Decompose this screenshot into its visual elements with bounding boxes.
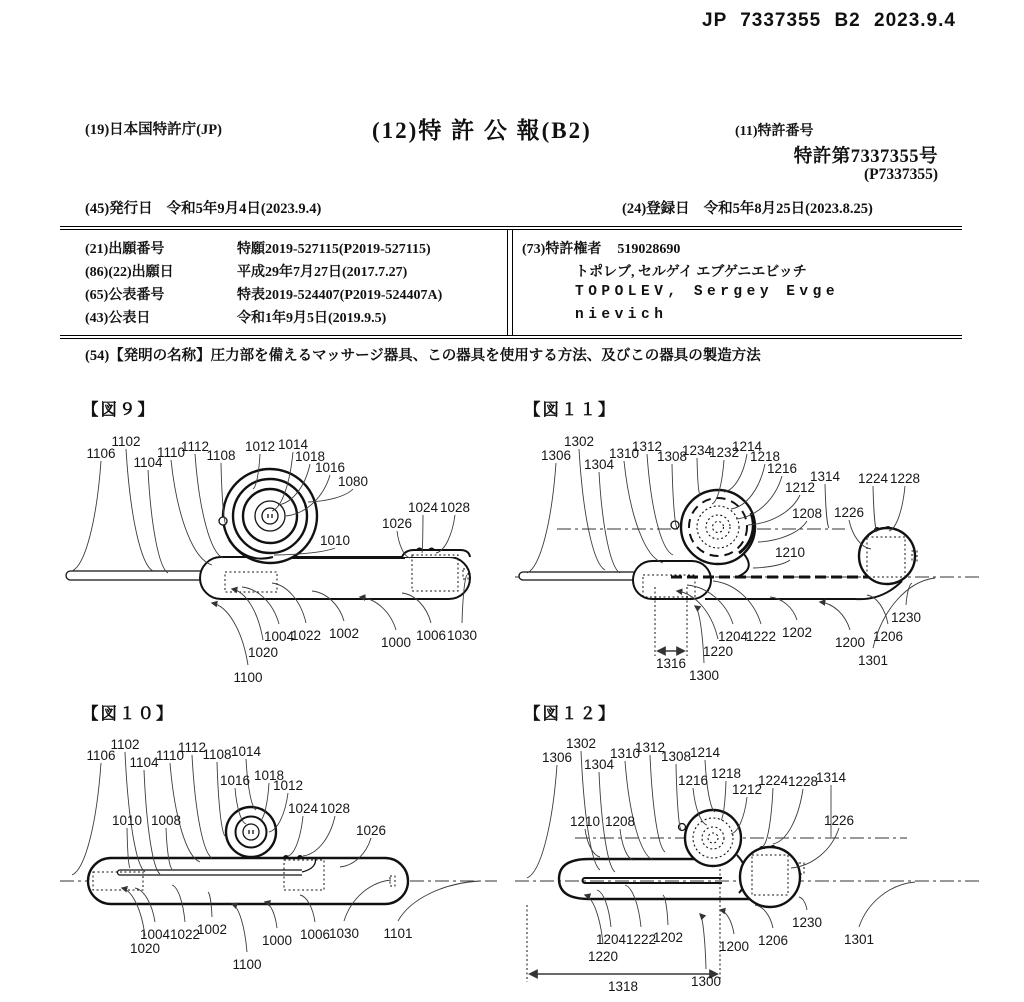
ref-label-1316: 1316 xyxy=(655,656,687,671)
fig9-device xyxy=(66,469,470,599)
leader-line xyxy=(620,829,633,860)
ref-label-1016: 1016 xyxy=(219,773,251,788)
publication-kind-title: (12)特 許 公 報(B2) xyxy=(372,118,592,143)
ref-label-1306: 1306 xyxy=(541,750,573,765)
application-number-row: (21)出願番号 特願2019-527115(P2019-527115) xyxy=(85,242,431,257)
ref-label-1030: 1030 xyxy=(328,926,360,941)
ref-label-1110: 1110 xyxy=(155,748,185,763)
ref-label-1010: 1010 xyxy=(319,533,351,548)
ref-label-1028: 1028 xyxy=(319,801,351,816)
ref-label-1010: 1010 xyxy=(111,813,143,828)
registration-date-label: (24)登録日 xyxy=(622,201,690,217)
ref-label-1206: 1206 xyxy=(757,933,789,948)
leader-line xyxy=(195,454,223,558)
leader-line xyxy=(360,597,396,630)
ref-label-1234: 1234 xyxy=(681,443,713,458)
ref-label-1026: 1026 xyxy=(355,823,387,838)
ref-label-1106: 1106 xyxy=(86,748,116,763)
ref-label-1004: 1004 xyxy=(139,927,171,942)
ref-label-1312: 1312 xyxy=(631,439,663,454)
leader-line xyxy=(906,583,912,605)
ref-label-1014: 1014 xyxy=(230,744,262,759)
ref-label-1220: 1220 xyxy=(702,644,734,659)
ref-label-1008: 1008 xyxy=(150,813,182,828)
leader-line xyxy=(288,816,303,856)
ref-label-1108: 1108 xyxy=(206,448,236,463)
ref-label-1218: 1218 xyxy=(749,449,781,464)
leader-line xyxy=(820,602,850,630)
ref-label-1112: 1112 xyxy=(177,740,207,755)
ref-label-1012: 1012 xyxy=(244,439,276,454)
bibliographic-table xyxy=(60,226,962,339)
ref-label-1216: 1216 xyxy=(766,461,798,476)
patent-number-label: (11)特許番号 xyxy=(735,124,814,139)
leader-line xyxy=(791,828,839,868)
issue-date xyxy=(85,197,321,218)
ref-label-1018: 1018 xyxy=(253,768,285,783)
ref-label-1214: 1214 xyxy=(689,745,721,760)
figure-9 xyxy=(60,425,500,695)
ref-label-1314: 1314 xyxy=(809,469,841,484)
ref-label-1026: 1026 xyxy=(381,516,413,531)
figure-11-title: 【図１１】 xyxy=(524,401,617,419)
leader-line xyxy=(889,486,905,531)
ref-label-1302: 1302 xyxy=(565,736,597,751)
leader-line xyxy=(212,603,248,665)
issue-date-value: 令和5年9月4日(2023.9.4) xyxy=(166,201,322,217)
ref-label-1210: 1210 xyxy=(774,545,806,560)
ref-label-1028: 1028 xyxy=(439,500,471,515)
ref-label-1202: 1202 xyxy=(781,625,813,640)
patentee-name-latin-2: nievich xyxy=(575,307,668,323)
patent-drawing-fig11 xyxy=(515,425,985,690)
ref-label-1310: 1310 xyxy=(609,746,641,761)
ref-label-1308: 1308 xyxy=(656,449,688,464)
ref-label-1102: 1102 xyxy=(110,737,140,752)
ref-label-1222: 1222 xyxy=(625,932,657,947)
leader-line xyxy=(650,755,665,852)
leader-line xyxy=(436,515,455,553)
ref-label-1312: 1312 xyxy=(634,740,666,755)
leader-line xyxy=(700,914,706,969)
ref-label-1308: 1308 xyxy=(660,749,692,764)
leader-line xyxy=(672,464,677,528)
ref-label-1202: 1202 xyxy=(652,930,684,945)
ref-label-1024: 1024 xyxy=(287,801,319,816)
ref-label-1212: 1212 xyxy=(784,480,816,495)
registration-date xyxy=(622,197,873,218)
ref-label-1226: 1226 xyxy=(833,505,865,520)
leader-line xyxy=(422,515,423,553)
issue-date-label: (45)発行日 xyxy=(85,201,153,217)
ref-label-1004: 1004 xyxy=(263,629,295,644)
ref-label-1218: 1218 xyxy=(710,766,742,781)
ref-label-1112: 1112 xyxy=(180,439,210,454)
leader-line xyxy=(720,910,734,934)
ref-label-1018: 1018 xyxy=(294,449,326,464)
patentee-name-kana: トポレブ, セルゲイ エブゲニエビッチ xyxy=(575,265,807,280)
leader-line xyxy=(758,521,807,542)
leader-line xyxy=(873,486,877,532)
patent-drawing-fig12 xyxy=(515,730,985,997)
leader-line xyxy=(825,484,829,528)
ref-label-1006: 1006 xyxy=(299,927,331,942)
ref-label-1220: 1220 xyxy=(587,949,619,964)
ref-label-1300: 1300 xyxy=(690,974,722,989)
leader-line xyxy=(527,463,556,573)
figure-12 xyxy=(515,730,985,1002)
ref-label-1224: 1224 xyxy=(757,773,789,788)
leader-line xyxy=(624,461,663,563)
figure-10 xyxy=(60,730,500,1002)
leader-line xyxy=(770,597,797,620)
patentee-row: (73)特許権者 519028690 xyxy=(522,242,681,257)
leader-line xyxy=(773,789,803,844)
ref-label-1002: 1002 xyxy=(196,922,228,937)
ref-label-1302: 1302 xyxy=(563,434,595,449)
patent-office-label: (19)日本国特許庁(JP) xyxy=(85,122,222,138)
ref-label-1222: 1222 xyxy=(745,629,777,644)
leader-line xyxy=(697,458,700,495)
ref-label-1306: 1306 xyxy=(540,448,572,463)
gazette-header-number: JP 7337355 B2 2023.9.4 xyxy=(702,10,956,31)
ref-label-1318: 1318 xyxy=(607,979,639,994)
ref-label-1310: 1310 xyxy=(608,446,640,461)
table-column-divider xyxy=(507,230,513,335)
patent-number: 特許第7337355号 xyxy=(793,147,938,167)
patent-drawing-fig9 xyxy=(60,425,500,690)
ref-label-1022: 1022 xyxy=(290,628,322,643)
leader-line xyxy=(148,470,168,573)
ref-label-1228: 1228 xyxy=(889,471,921,486)
figure-10-title: 【図１０】 xyxy=(82,705,175,723)
publication-date-row: (43)公表日 令和1年9月5日(2019.9.5) xyxy=(85,311,387,326)
ref-label-1100: 1100 xyxy=(233,670,263,685)
ref-label-1230: 1230 xyxy=(890,610,922,625)
leader-line xyxy=(72,763,101,875)
ref-label-1304: 1304 xyxy=(583,457,615,472)
figure-9-title: 【図９】 xyxy=(82,401,156,419)
patent-drawing-fig10 xyxy=(60,730,500,997)
ref-label-1020: 1020 xyxy=(247,645,279,660)
leader-line xyxy=(859,882,915,927)
leader-line xyxy=(753,560,790,568)
ref-label-1102: 1102 xyxy=(111,434,141,449)
leader-line xyxy=(867,595,888,624)
ref-label-1212: 1212 xyxy=(731,782,763,797)
ref-label-1301: 1301 xyxy=(857,653,889,668)
ref-label-1106: 1106 xyxy=(86,446,116,461)
leader-line xyxy=(303,816,335,856)
leader-line xyxy=(599,472,620,573)
ref-label-1200: 1200 xyxy=(718,939,750,954)
registration-date-value: 令和5年8月25日(2023.8.25) xyxy=(703,201,873,217)
ref-label-1100: 1100 xyxy=(232,957,262,972)
ref-label-1208: 1208 xyxy=(791,506,823,521)
figure-12-title: 【図１２】 xyxy=(524,705,617,723)
ref-label-1012: 1012 xyxy=(272,778,304,793)
ref-label-1210: 1210 xyxy=(569,814,601,829)
ref-label-1304: 1304 xyxy=(583,757,615,772)
figure-11 xyxy=(515,425,985,695)
ref-label-1080: 1080 xyxy=(337,474,369,489)
ref-label-1200: 1200 xyxy=(834,635,866,650)
patent-number-paren: (P7337355) xyxy=(863,166,938,183)
ref-label-1232: 1232 xyxy=(708,445,740,460)
ref-label-1204: 1204 xyxy=(595,932,627,947)
ref-label-1204: 1204 xyxy=(717,629,749,644)
leader-line xyxy=(232,904,247,952)
ref-label-1024: 1024 xyxy=(407,500,439,515)
ref-label-1022: 1022 xyxy=(169,927,201,942)
leader-line xyxy=(763,788,773,846)
ref-label-1016: 1016 xyxy=(314,460,346,475)
ref-label-1208: 1208 xyxy=(604,814,636,829)
ref-label-1002: 1002 xyxy=(328,626,360,641)
ref-label-1230: 1230 xyxy=(791,915,823,930)
leader-line xyxy=(647,454,673,555)
leader-line xyxy=(799,897,807,910)
ref-label-1216: 1216 xyxy=(677,773,709,788)
ref-label-1214: 1214 xyxy=(731,439,763,454)
invention-title: (54)【発明の名称】圧力部を備えるマッサージ器具、この器具を使用する方法、及びこの器具の製造方法 xyxy=(85,348,761,364)
ref-label-1020: 1020 xyxy=(129,941,161,956)
ref-label-1228: 1228 xyxy=(787,774,819,789)
ref-label-1301: 1301 xyxy=(843,932,875,947)
publication-number-row: (65)公表番号 特表2019-524407(P2019-524407A) xyxy=(85,288,443,303)
leader-line xyxy=(755,905,773,928)
ref-label-1226: 1226 xyxy=(823,813,855,828)
ref-label-1110: 1110 xyxy=(156,445,186,460)
ref-label-1104: 1104 xyxy=(133,455,163,470)
ref-label-1108: 1108 xyxy=(202,747,232,762)
leader-line xyxy=(171,460,212,565)
leader-line xyxy=(192,755,212,858)
leader-line xyxy=(625,885,641,927)
leader-line xyxy=(527,765,557,878)
ref-label-1006: 1006 xyxy=(415,628,447,643)
patentee-id: 519028690 xyxy=(617,242,681,257)
ref-label-1314: 1314 xyxy=(815,770,847,785)
leader-line xyxy=(265,902,277,928)
ref-label-1000: 1000 xyxy=(261,933,293,948)
filing-date-row: (86)(22)出願日 平成29年7月27日(2017.7.27) xyxy=(85,265,408,280)
ref-label-1014: 1014 xyxy=(277,437,309,452)
leader-line xyxy=(398,881,480,921)
ref-label-1000: 1000 xyxy=(380,635,412,650)
ref-label-1206: 1206 xyxy=(872,629,904,644)
ref-label-1101: 1101 xyxy=(383,926,413,941)
leader-line xyxy=(72,461,101,571)
ref-label-1030: 1030 xyxy=(446,628,478,643)
patentee-name-latin-1: TOPOLEV, Sergey Evge xyxy=(575,284,840,300)
ref-label-1224: 1224 xyxy=(857,471,889,486)
leader-line xyxy=(625,761,653,860)
fig12-device xyxy=(515,810,981,982)
ref-label-1300: 1300 xyxy=(688,668,720,683)
ref-label-1104: 1104 xyxy=(129,755,159,770)
